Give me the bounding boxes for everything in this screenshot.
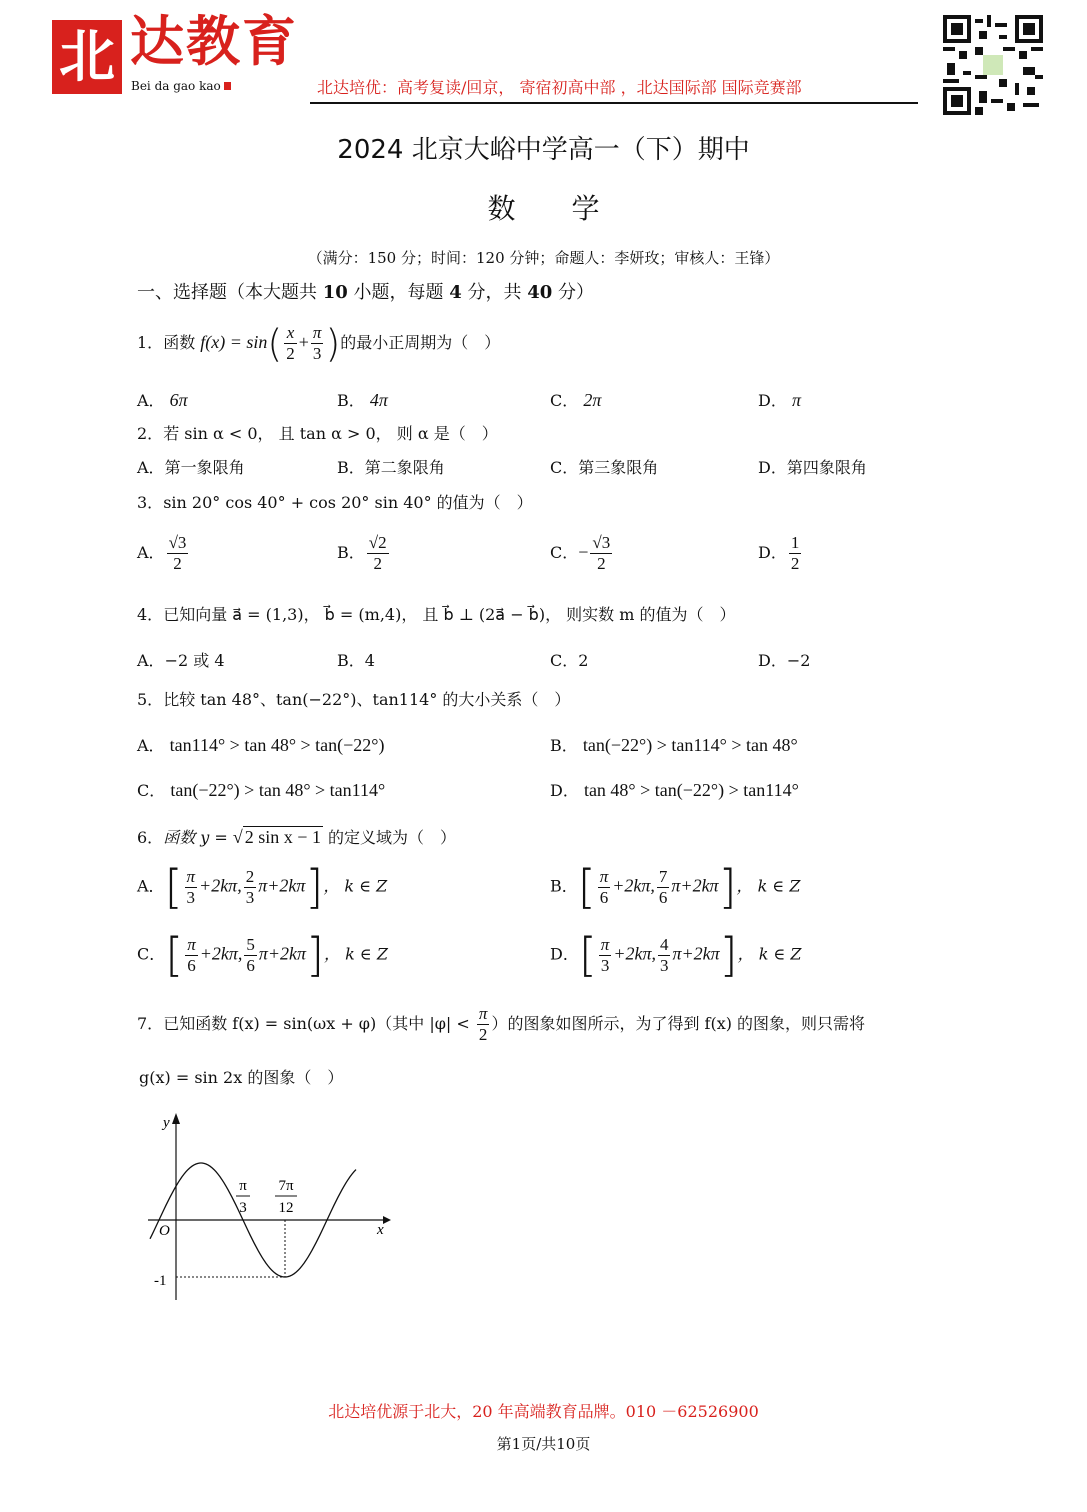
question-3: 3．sin 20° cos 40° + cos 20° sin 40° 的值为（ ） bbox=[137, 493, 533, 512]
logo-mark: 北 bbox=[52, 20, 122, 94]
option-b: B．[ $\frac{\pi}{6}$ +2kπ, $\frac{7}{6}$ π+2kπ]， k ∈ Z bbox=[550, 860, 801, 914]
question-7: 7．已知函数 f(x) = sin(ωx + φ)（其中 |φ| < $\frac{\pi}{2}$ ）的图象如图所示，为了得到 f(x) 的图象，则只需将 bbox=[137, 1004, 866, 1044]
page-number: 第1页/共10页 bbox=[496, 1435, 591, 1453]
origin-label: O bbox=[159, 1223, 170, 1239]
option-a: A． 6π bbox=[137, 390, 188, 410]
option-a: A．[ $\frac{\pi}{3}$ +2kπ, $\frac{2}{3}$ π+2kπ]， k ∈ Z bbox=[137, 860, 388, 914]
exam-title: 2024 北京大峪中学高一（下）期中 bbox=[337, 135, 750, 165]
option-a: A． $\frac{√3}{2}$ bbox=[137, 533, 187, 573]
option-d: D．第四象限角 bbox=[758, 458, 867, 477]
option-c: C．第三象限角 bbox=[550, 458, 659, 477]
option-d: D．−2 bbox=[758, 651, 811, 670]
y-axis-arrow-icon bbox=[172, 1113, 180, 1124]
option-a: A． tan114° > tan 48° > tan(−22°) bbox=[137, 735, 385, 755]
tick-2-num: 7π bbox=[278, 1178, 294, 1194]
option-d: D． $\frac{1}{2}$ bbox=[758, 533, 800, 573]
option-c: C． tan(−22°) > tan 48° > tan114° bbox=[137, 780, 386, 800]
x-axis-label: x bbox=[377, 1222, 384, 1238]
option-c: C．2 bbox=[550, 651, 589, 670]
x-axis-arrow-icon bbox=[383, 1216, 391, 1224]
option-d: D． π bbox=[758, 390, 801, 410]
min-label: -1 bbox=[154, 1273, 167, 1289]
option-c: C．[ $\frac{\pi}{6}$ +2kπ, $\frac{5}{6}$ π+2kπ]， k ∈ Z bbox=[137, 928, 388, 982]
logo-text: 达教育 bbox=[130, 9, 298, 73]
option-b: B． $\frac{√2}{2}$ bbox=[337, 533, 387, 573]
exam-info: （满分：150 分；时间：120 分钟；命题人：李妍玫；审核人：王锋） bbox=[307, 249, 780, 267]
option-c: C．− $\frac{√3}{2}$ bbox=[550, 533, 611, 573]
option-d: D． tan 48° > tan(−22°) > tan114° bbox=[550, 780, 799, 800]
exam-subject: 数 学 bbox=[487, 192, 600, 225]
option-b: B． 4π bbox=[337, 390, 388, 410]
question-7-line2: g(x) = sin 2x 的图象（ ） bbox=[139, 1068, 344, 1087]
tick-2-den: 12 bbox=[278, 1200, 294, 1216]
option-b: B．4 bbox=[337, 651, 375, 670]
question-1: 1．函数 f(x) = sin( $\frac{x}{2}$ + $\frac{\pi}{3}$ )的最小正周期为（ ） bbox=[137, 321, 501, 366]
option-b: B． tan(−22°) > tan114° > tan 48° bbox=[550, 735, 798, 755]
option-a: A．第一象限角 bbox=[137, 458, 245, 477]
tick-1-den: 3 bbox=[239, 1200, 247, 1216]
tick-1-num: π bbox=[239, 1178, 247, 1194]
footer-slogan: 北达培优源于北大，20 年高端教育品牌。010 －62526900 bbox=[328, 1402, 759, 1421]
question-6: 6．函数 y = √ 2 sin x − 1 的定义域为（ ） bbox=[137, 827, 457, 847]
question-2: 2．若 sin α < 0， 且 tan α > 0， 则 α 是（ ） bbox=[137, 424, 498, 443]
question-5: 5．比较 tan 48°、tan(−22°)、tan114° 的大小关系（ ） bbox=[137, 690, 571, 709]
option-d: D．[ $\frac{\pi}{3}$ +2kπ, $\frac{4}{3}$ π+2kπ]， k ∈ Z bbox=[550, 928, 802, 982]
y-axis-label: y bbox=[163, 1115, 170, 1131]
option-c: C． 2π bbox=[550, 390, 602, 410]
question-4: 4．已知向量 a⃗ = (1,3)， b⃗ = (m,4)， 且 b⃗ ⊥ (2a⃗ − b⃗)， 则实数 m 的值为（ ） bbox=[137, 605, 736, 624]
header-slogan: 北达培优：高考复读/回京， 寄宿初高中部 ，北达国际部 国际竞赛部 bbox=[317, 78, 802, 97]
option-b: B．第二象限角 bbox=[337, 458, 445, 477]
section-heading: 一、选择题（本大题共 10 小题，每题 4 分，共 40 分） bbox=[137, 282, 595, 303]
option-a: A．−2 或 4 bbox=[137, 651, 225, 670]
logo-pinyin: Bei da gao kao bbox=[131, 79, 221, 93]
